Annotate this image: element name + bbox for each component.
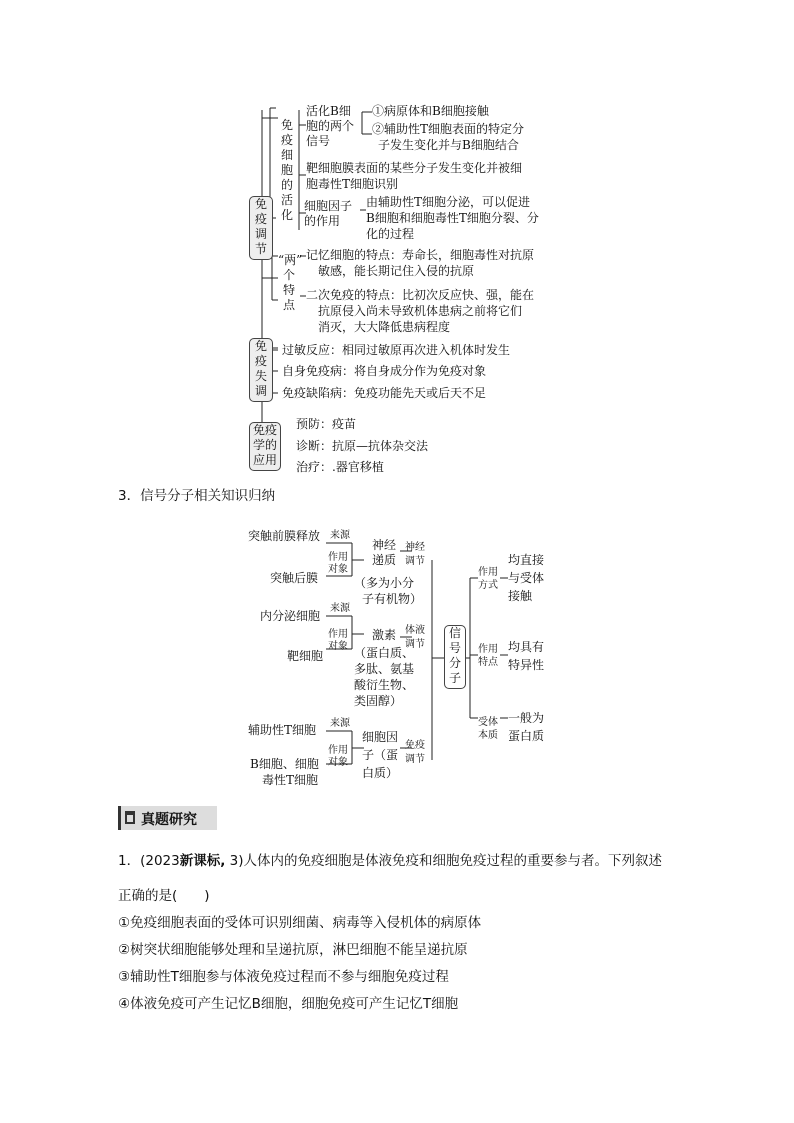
prevention: 预防：疫苗 (296, 417, 357, 431)
presynaptic-release: 突触前膜释放 (248, 529, 321, 543)
neuro-note-a: （多为小分 (354, 576, 415, 590)
allergy: 过敏反应：相同过敏原再次进入机体时发生 (282, 343, 511, 357)
humoral-regulation: 体液 调节 (405, 625, 425, 650)
signal-molecule-box: 信 号 分 子 (444, 625, 466, 689)
memory-cell-b: 敏感，能长期记住入侵的抗原 (318, 264, 475, 278)
neuro-note-b: 子有机物） (362, 592, 423, 606)
feature-label: 作用 特点 (478, 644, 498, 668)
neurotransmitter: 神经 递质 (372, 538, 397, 567)
cytokine-c: 化的过程 (366, 227, 415, 241)
target-label-2: 作用 对象 (328, 629, 348, 652)
b-cells-b: 毒性T细胞 (262, 773, 319, 787)
source-label-1: 来源 (330, 530, 350, 541)
target-label-3: 作用 对象 (328, 745, 348, 768)
option-2: ②树突状细胞能够处理和呈递抗原，淋巴细胞不能呈递抗原 (118, 942, 468, 958)
diagnosis: 诊断：抗原—抗体杂交法 (296, 439, 429, 453)
question-source: 新课标, (179, 853, 226, 869)
treatment: 治疗：.器官移植 (296, 460, 384, 474)
neural-regulation: 神经 调节 (405, 542, 425, 567)
source-label-3: 来源 (330, 718, 350, 729)
autoimmune: 自身免疫病：将自身成分作为免疫对象 (282, 364, 487, 378)
cytokine-role-label: 细胞因子 的作用 (304, 199, 353, 228)
postsynaptic-membrane: 突触后膜 (270, 571, 319, 585)
question-stem (118, 852, 662, 870)
option-1: ①免疫细胞表面的受体可识别细菌、病毒等入侵机体的病原体 (118, 915, 482, 931)
cytokine-a: 由辅助性T细胞分泌，可以促进 (366, 195, 531, 209)
source-label-2: 来源 (330, 603, 350, 614)
target-label-1: 作用 对象 (328, 552, 348, 575)
question-text: 3)人体内的免疫细胞是体液免疫和细胞免疫过程的重要参与者。下列叙述 (225, 853, 663, 869)
section-header (118, 806, 217, 830)
hormone-note: （蛋白质、 多肽、氨基 酸衍生物、 类固醇） (354, 646, 415, 708)
two-features-label: “两” 个 特 点 (278, 253, 303, 312)
target-cell: 靶细胞 (287, 649, 324, 663)
option-4: ④体液免疫可产生记忆B细胞，细胞免疫可产生记忆T细胞 (118, 996, 459, 1012)
cytokine-node: 细胞因 子（蛋 白质） (362, 730, 399, 780)
b-cells-a: B细胞、细胞 (250, 757, 319, 771)
immunodeficiency: 免疫缺陷病：免疫功能先天或后天不足 (282, 386, 487, 400)
receptor-value: 一般为 蛋白质 (508, 711, 545, 743)
immune-cell-activation-label: 免 疫 细 胞 的 活 化 (280, 118, 293, 222)
question-stem-line2: 正确的是( ) (118, 888, 210, 904)
secondary-response-b: 抗原侵入尚未导致机体患病之前将它们 (318, 304, 523, 318)
feature-value: 均具有 特异性 (508, 640, 545, 672)
endocrine-cell: 内分泌细胞 (260, 609, 321, 623)
immune-regulation-box: 免 疫 调 节 (249, 196, 273, 260)
secondary-response-a: 二次免疫的特点：比初次反应快、强，能在 (306, 288, 535, 302)
option-3: ③辅助性T细胞参与体液免疫过程而不参与细胞免疫过程 (118, 969, 449, 985)
mode-label: 作用 方式 (478, 567, 498, 591)
b-signal-2b: 子发生变化并与B细胞结合 (378, 138, 519, 152)
immune-regulation: 免疫 调节 (405, 740, 425, 765)
target-cell-b: 胞毒性T细胞识别 (306, 177, 399, 191)
book-icon (125, 811, 135, 824)
memory-cell-a: 记忆细胞的特点：寿命长，细胞毒性对抗原 (306, 248, 535, 262)
question-number: 1．(2023 (118, 853, 180, 869)
cytokine-b: B细胞和细胞毒性T细胞分裂、分 (366, 211, 539, 225)
immune-application-box: 免疫 学的 应用 (249, 422, 281, 471)
section-header-title: 真题研究 (141, 812, 197, 828)
hormone: 激素 (372, 628, 397, 642)
immune-disorder-box: 免 疫 失 调 (249, 338, 273, 402)
helper-t-cell: 辅助性T细胞 (248, 723, 317, 737)
b-signal-1: ①病原体和B细胞接触 (372, 104, 489, 118)
mode-value: 均直接 与受体 接触 (508, 553, 545, 603)
receptor-label: 受体 本质 (478, 717, 498, 741)
b-cell-signal-label: 活化B细 胞的两个 信号 (306, 104, 355, 148)
section3-title: 3．信号分子相关知识归纳 (118, 488, 276, 504)
b-signal-2a: ②辅助性T细胞表面的特定分 (372, 122, 525, 136)
target-cell-a: 靶细胞膜表面的某些分子发生变化并被细 (306, 161, 523, 175)
secondary-response-c: 消灭，大大降低患病程度 (318, 320, 451, 334)
